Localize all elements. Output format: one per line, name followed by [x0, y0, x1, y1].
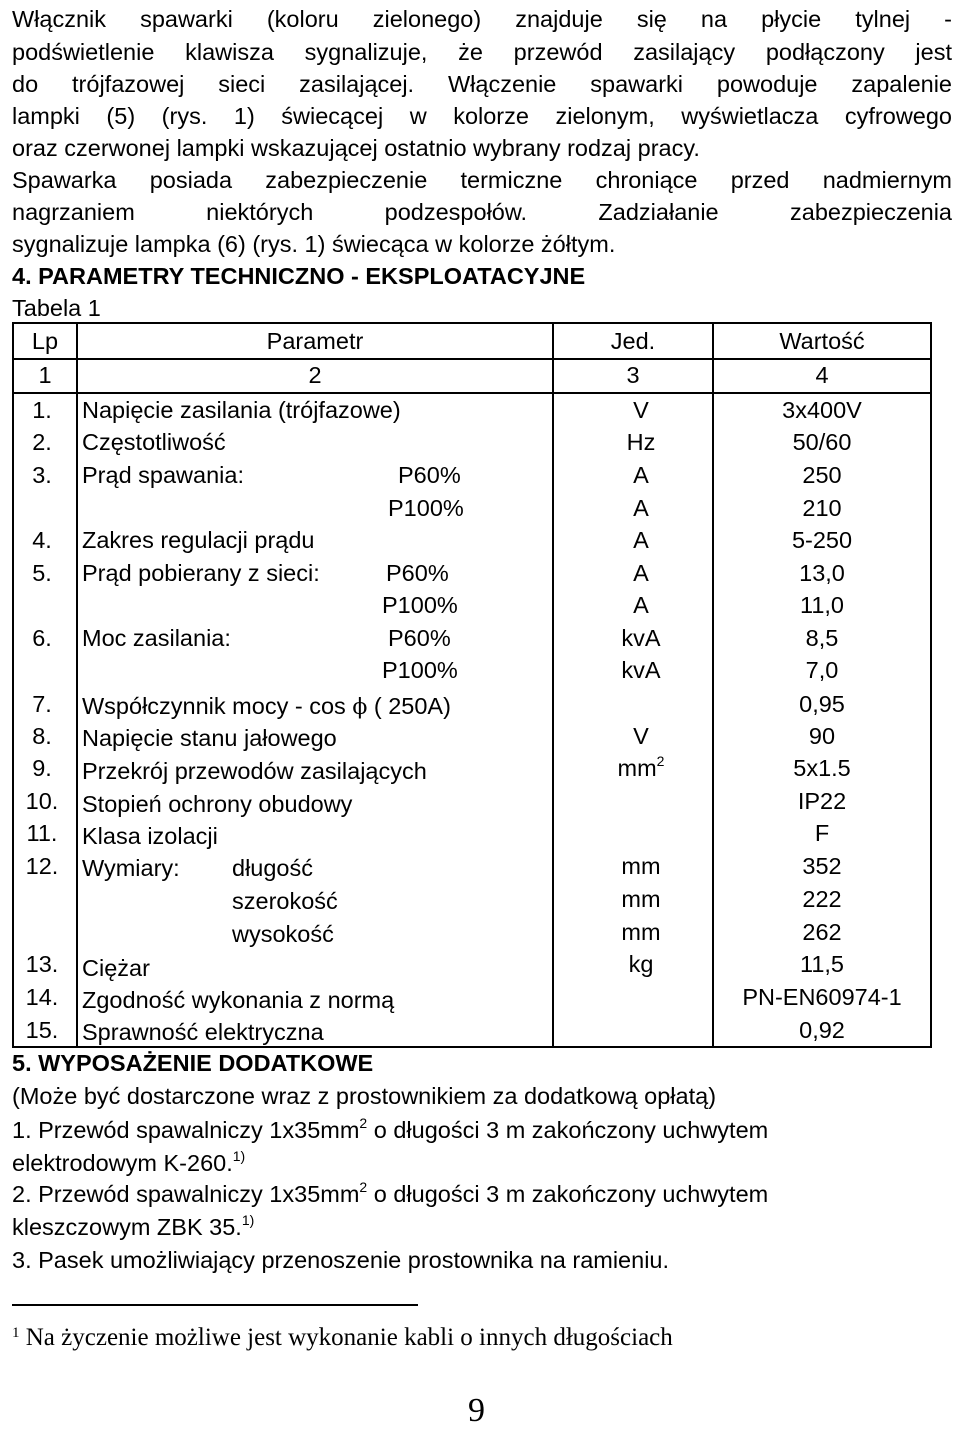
colnum-1: 1: [38, 362, 52, 388]
intro-line-3: do trójfazowej sieci zasilającej. Włączenie spawarki powoduje zapalenie: [12, 71, 952, 97]
row-value: 352: [802, 853, 842, 879]
row-subparam: P60%: [388, 625, 451, 651]
item1-text-c: elektrodowym K-260.: [12, 1150, 233, 1176]
row-unit: kvA: [621, 625, 661, 651]
colnum-3: 3: [626, 362, 640, 388]
accessory-item-3: 3. Pasek umożliwiający przenoszenie prostownika na ramieniu.: [12, 1247, 670, 1273]
row-param-cos: [82, 692, 451, 722]
accessory-item-1: [12, 1116, 768, 1147]
row-lp: 8.: [32, 723, 52, 749]
technical-parameters-table: [12, 322, 932, 1048]
row-subparam: szerokość: [232, 888, 338, 914]
row-unit: kg: [628, 951, 654, 977]
row-value: 210: [802, 495, 842, 521]
page-number: 9: [468, 1392, 485, 1429]
row-param: Napięcie zasilania (trójfazowe): [82, 397, 401, 423]
accessory-item-2: [12, 1180, 768, 1211]
row-param: Sprawność elektryczna: [82, 1019, 324, 1045]
intro-line-6: Spawarka posiada zabezpieczenie termiczne chroniące przed nadmiernym: [12, 167, 952, 193]
item2-text-b: o długości 3 m zakończony uchwytem: [367, 1181, 769, 1207]
intro-line-5: oraz czerwonej lampki wskazującej ostatnio wybrany rodzaj pracy.: [12, 135, 700, 161]
row-param: Ciężar: [82, 955, 150, 981]
accessory-item-1-cont: [12, 1149, 245, 1180]
row-value: 50/60: [792, 429, 852, 455]
row-value: 5-250: [791, 527, 853, 553]
header-lp: Lp: [31, 328, 59, 354]
row-unit: V: [633, 397, 649, 423]
row-lp: 12.: [25, 853, 59, 879]
row-value: PN-EN60974-1: [742, 984, 902, 1010]
footnote: [12, 1324, 673, 1352]
row-param: Przekrój przewodów zasilających: [82, 758, 427, 784]
row-unit: V: [633, 723, 649, 749]
row-lp: 14.: [25, 984, 59, 1010]
item1-text-a: 1. Przewód spawalniczy 1x35mm: [12, 1117, 360, 1143]
unit-superscript: 2: [656, 753, 665, 769]
intro-line-4: lampki (5) (rys. 1) świecącej w kolorze zielonym, wyświetlacza cyfrowego: [12, 103, 952, 129]
row-unit: mm: [621, 853, 661, 879]
row-unit: A: [633, 495, 649, 521]
row-lp: 6.: [32, 625, 52, 651]
row-param: Prąd spawania:: [82, 462, 244, 488]
row-lp: 2.: [32, 429, 52, 455]
table-caption: Tabela 1: [12, 295, 101, 321]
row-unit: A: [633, 462, 649, 488]
row-param: Wymiary:: [82, 855, 180, 881]
row-unit: [554, 754, 728, 785]
row-value: 5x1.5: [793, 755, 851, 781]
row-param: Częstotliwość: [82, 429, 226, 455]
row-unit: mm: [621, 886, 661, 912]
header-value: Wartość: [779, 328, 865, 354]
item2-text-c: kleszczowym ZBK 35.: [12, 1214, 242, 1240]
row-value: 7,0: [805, 657, 839, 683]
item2-sup: 2: [359, 1179, 368, 1195]
row-subparam: P100%: [382, 592, 458, 618]
accessory-item-2-cont: [12, 1213, 254, 1244]
colnum-4: 4: [815, 362, 829, 388]
row-value: 262: [802, 919, 842, 945]
row-value: 222: [802, 886, 842, 912]
item2-text-a: 2. Przewód spawalniczy 1x35mm: [12, 1181, 360, 1207]
footnote-mark: 1: [12, 1325, 20, 1341]
colnum-2: 2: [308, 362, 322, 388]
unit-mm: mm: [617, 755, 657, 781]
header-param: Parametr: [266, 328, 364, 354]
row-param-post: ( 250A): [373, 693, 451, 719]
row-lp: 9.: [32, 755, 52, 781]
row-param: Stopień ochrony obudowy: [82, 791, 353, 817]
row-unit: Hz: [626, 429, 656, 455]
row-unit: mm: [621, 919, 661, 945]
header-unit: Jed.: [610, 328, 656, 354]
row-subparam: P60%: [398, 462, 461, 488]
row-value: 8,5: [805, 625, 839, 651]
row-param-pre: Współczynnik mocy - cos: [82, 693, 346, 719]
section5-title: 5. WYPOSAŻENIE DODATKOWE: [12, 1050, 374, 1076]
row-param: Klasa izolacji: [82, 823, 218, 849]
item1-text-b: o długości 3 m zakończony uchwytem: [367, 1117, 769, 1143]
row-lp: 11.: [26, 820, 58, 846]
row-unit: A: [633, 592, 649, 618]
footnote-text: Na życzenie możliwe jest wykonanie kabli o innych długościach: [19, 1324, 673, 1351]
item1-sup: 2: [359, 1115, 368, 1131]
row-unit: A: [633, 560, 649, 586]
row-subparam: P60%: [386, 560, 449, 586]
phi-symbol: ϕ: [352, 695, 368, 720]
row-lp: 15.: [25, 1017, 59, 1043]
row-subparam: długość: [232, 855, 313, 881]
row-value: 0,95: [799, 691, 845, 717]
intro-line-1: Włącznik spawarki (koloru zielonego) znajduje się na płycie tylnej -: [12, 6, 952, 32]
row-unit: kvA: [621, 657, 661, 683]
row-value: 90: [808, 723, 836, 749]
row-lp: 4.: [32, 527, 52, 553]
row-param: Zakres regulacji prądu: [82, 527, 315, 553]
row-value: 0,92: [799, 1017, 845, 1043]
footnote-separator: [12, 1304, 418, 1306]
row-value: F: [814, 820, 830, 846]
row-param: Napięcie stanu jałowego: [82, 725, 337, 751]
row-value: 13,0: [799, 560, 845, 586]
row-value: IP22: [797, 788, 847, 814]
intro-line-2: podświetlenie klawisza sygnalizuje, że przewód zasilający podłączony jest: [12, 39, 952, 65]
item1-footnote-ref: 1): [232, 1148, 246, 1164]
item2-footnote-ref: 1): [241, 1212, 255, 1228]
row-value: 250: [802, 462, 842, 488]
row-param: Zgodność wykonania z normą: [82, 987, 395, 1013]
row-lp: 13.: [25, 951, 59, 977]
section5-note: (Może być dostarczone wraz z prostownikiem za dodatkową opłatą): [12, 1083, 717, 1109]
intro-line-7: nagrzaniem niektórych podzespołów. Zadziałanie zabezpieczenia: [12, 199, 952, 225]
intro-line-8: sygnalizuje lampka (6) (rys. 1) świecąca w kolorze żółtym.: [12, 231, 616, 257]
row-lp: 3.: [32, 462, 52, 488]
row-lp: 5.: [32, 560, 52, 586]
row-unit: A: [633, 527, 649, 553]
row-subparam: wysokość: [232, 921, 334, 947]
row-subparam: P100%: [388, 495, 464, 521]
row-lp: 7.: [32, 691, 52, 717]
row-param: Moc zasilania:: [82, 625, 231, 651]
row-lp: 10.: [25, 788, 59, 814]
section4-title: 4. PARAMETRY TECHNICZNO - EKSPLOATACYJNE: [12, 263, 586, 289]
row-value: 11,5: [800, 951, 844, 977]
row-subparam: P100%: [382, 657, 458, 683]
row-lp: 1.: [32, 397, 52, 423]
row-value: 3x400V: [782, 397, 862, 423]
row-value: 11,0: [800, 592, 844, 618]
row-param: Prąd pobierany z sieci:: [82, 560, 320, 586]
